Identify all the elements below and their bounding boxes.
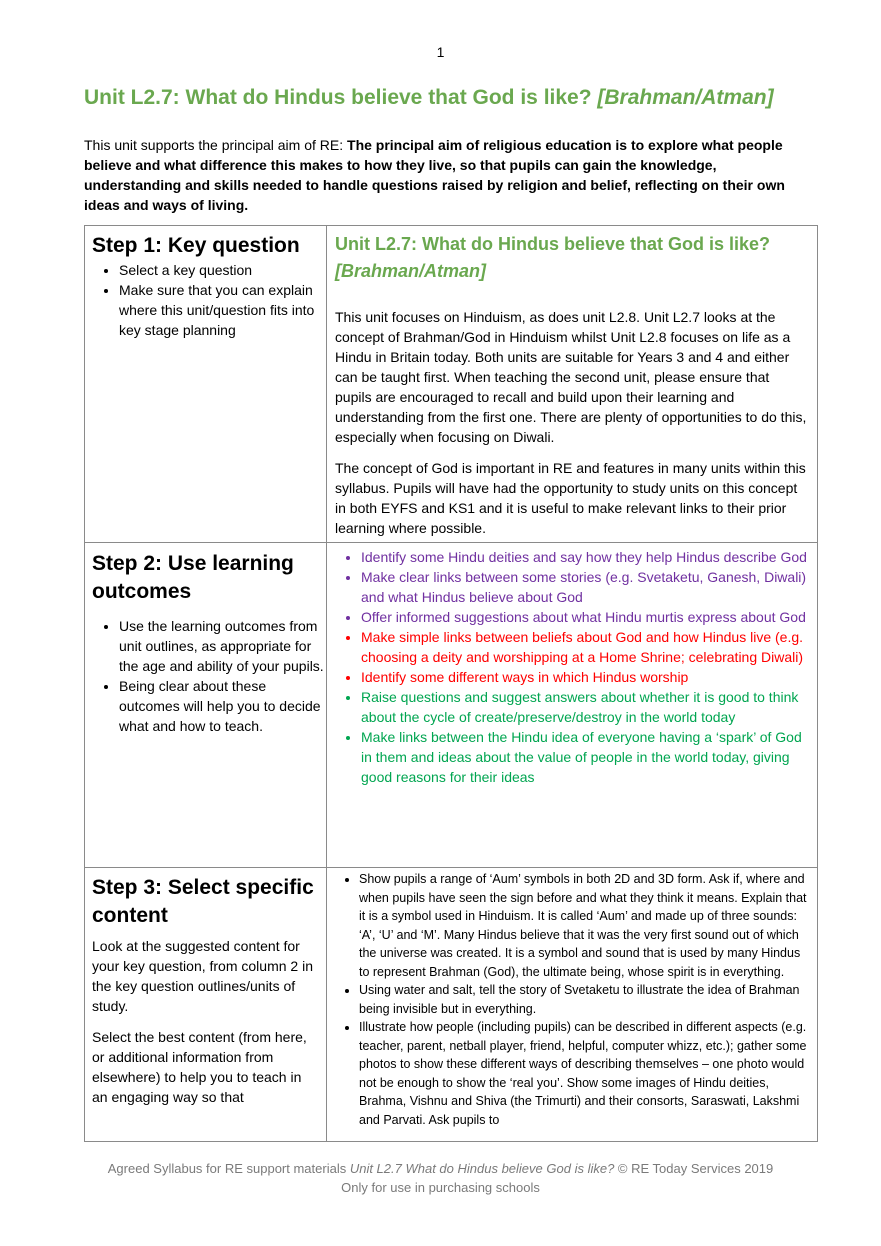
intro-paragraph: [84, 135, 804, 215]
learning-outcome: • Identify some Hindu deities and say how they help Hindus describe God: [361, 547, 811, 567]
step3-left-cell: [85, 868, 327, 1142]
list-item: • Select a key question: [119, 260, 326, 280]
list-item: • Show pupils a range of ‘Aum’ symbols in both 2D and 3D form. Ask if, where and when pupils have seen the sign before and what they think it means. Explain that it is a symbol used in Hinduism. It is called ‘Aum’ and made up of three sounds: ‘A’, ‘U’ and ‘M’. Many Hindus believe that it was the very first sound out of which the universe was created. It is a symbol and sound that is used by many Hindus to represent Brahman (God), the ultimate being, whose spirit is in everything.: [359, 870, 809, 981]
step3-paragraph: Select the best content (from here, or additional information from elsewhere) to help you to teach in an engaging way so that: [92, 1029, 307, 1105]
list-item: • Use the learning outcomes from unit outlines, as appropriate for the age and ability of your pupils.: [119, 616, 326, 676]
footer-line-2: Only for use in purchasing schools: [341, 1180, 540, 1195]
page-footer: [0, 1159, 881, 1197]
steps-table: [84, 225, 818, 1142]
step3-heading: Step 3: Select specific content: [92, 876, 314, 927]
list-item: • Using water and salt, tell the story of Svetaketu to illustrate the idea of Brahman being invisible but in everything.: [359, 981, 809, 1018]
step1-right-title-main: Unit L2.7: What do Hindus believe that God is like?: [335, 234, 771, 254]
footer-unit-title: Unit L2.7 What do Hindus believe God is like?: [349, 1161, 615, 1176]
footer-copyright: © RE Today Services 2019: [614, 1161, 774, 1176]
step1-row: [85, 226, 818, 543]
step1-left-cell: [85, 226, 327, 543]
step3-content-list: [327, 870, 817, 1129]
learning-outcome: • Make links between the Hindu idea of everyone having a ‘spark’ of God in them and ideas about the value of people in the world today, giving good reasons for their ideas: [361, 727, 811, 787]
learning-outcome: • Make simple links between beliefs about God and how Hindus live (e.g. choosing a deity and worshipping at a Home Shrine; celebrating Diwali): [361, 627, 811, 667]
step2-bullets: [85, 616, 326, 736]
unit-title: [84, 86, 774, 110]
learning-outcomes-list: [327, 547, 817, 787]
intro-lead: This unit supports the principal aim of RE:: [84, 137, 348, 153]
step1-paragraph: This unit focuses on Hinduism, as does unit L2.8. Unit L2.7 looks at the concept of Brahman/God in Hinduism whilst Unit L2.8 focuses on life as a Hindu in Britain today. Both units are suitable for Years 3 and 4 and either can be taught first. When teaching the second unit, please ensure that pupils are encouraged to recall and build upon their learning and understanding from the first one. There are plenty of opportunities to do this, especially when focusing on Diwali.: [335, 309, 807, 445]
step1-right-title: [335, 231, 809, 285]
learning-outcome: • Identify some different ways in which Hindus worship: [361, 667, 811, 687]
footer-line-1: [0, 1159, 881, 1178]
step2-right-cell: [327, 543, 818, 868]
list-item: • Illustrate how people (including pupils) can be described in different aspects (e.g. teacher, parent, netball player, friend, helpful, computer whizz, etc.); gather some photos to show these different ways of describing themselves – one photo would not be enough to show the ‘real you’. Show some images of Hindu deities, Brahma, Vishnu and Shiva (the Trimurti) and their consorts, Saraswati, Lakshmi and Parvati. Ask pupils to: [359, 1018, 809, 1129]
unit-title-italic: [Brahman/Atman]: [597, 86, 774, 109]
list-item: • Being clear about these outcomes will help you to decide what and how to teach.: [119, 676, 326, 736]
step3-paragraph: Look at the suggested content for your key question, from column 2 in the key question outlines/units of study.: [92, 938, 313, 1014]
list-item: • Make sure that you can explain where this unit/question fits into key stage planning: [119, 280, 326, 340]
unit-title-main: Unit L2.7: What do Hindus believe that God is like?: [84, 86, 598, 109]
page-number: 1: [436, 44, 445, 60]
step2-left-cell: [85, 543, 327, 868]
step1-paragraph: The concept of God is important in RE and features in many units within this syllabus. Pupils will have had the opportunity to study units on this concept in both EYFS and KS1 and it is useful to make relevant links to their prior learning where possible.: [335, 460, 806, 536]
intro-principal-aim: The principal aim of religious education is to explore what people believe and what difference this makes to how they live, so that pupils can gain the knowledge, understanding and skills needed to handle questions raised by religion and belief, reflecting on their own ideas and ways of living.: [84, 137, 785, 213]
step3-row: [85, 868, 818, 1142]
step3-right-cell: [327, 868, 818, 1142]
step1-heading: Step 1: Key question: [92, 234, 300, 257]
step1-bullets: [85, 260, 326, 340]
step2-row: [85, 543, 818, 868]
learning-outcome: • Make clear links between some stories (e.g. Svetaketu, Ganesh, Diwali) and what Hindus believe about God: [361, 567, 811, 607]
learning-outcome: • Raise questions and suggest answers about whether it is good to think about the cycle of create/preserve/destroy in the world today: [361, 687, 811, 727]
step1-right-title-italic: [Brahman/Atman]: [335, 261, 487, 281]
learning-outcome: • Offer informed suggestions about what Hindu murtis express about God: [361, 607, 811, 627]
step1-right-cell: [327, 226, 818, 543]
footer-prefix: Agreed Syllabus for RE support materials: [107, 1161, 350, 1176]
step2-heading: Step 2: Use learning outcomes: [92, 552, 294, 603]
